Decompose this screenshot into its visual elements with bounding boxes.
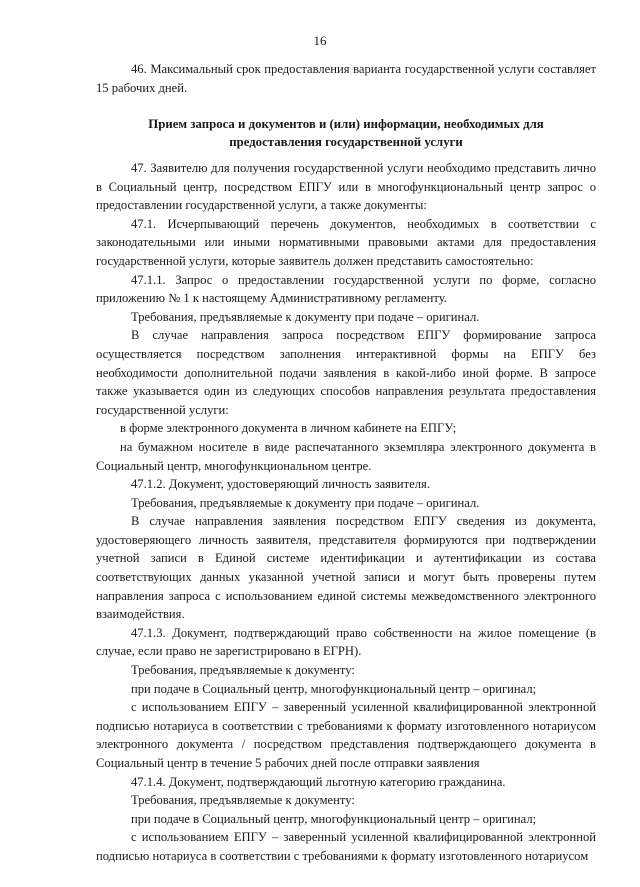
paragraph-requirement: Требования, предъявляемые к документу при подаче – оригинал. <box>131 495 480 510</box>
list-item-electronic: в форме электронного документа в личном кабинете на ЕПГУ; <box>120 421 457 436</box>
paragraph-47-1-3: 47.1.3. Документ, подтверждающий право собственности на жилое помещение (в случае, если право не зарегистрировано в ЕГРН). <box>96 625 596 659</box>
paragraph-47-1-1: 47.1.1. Запрос о предоставлении государственной услуги по форме, согласно приложению № 1 к настоящему Административному регламенту. <box>96 272 596 306</box>
paragraph-requirement: Требования, предъявляемые к документу при подаче – оригинал. <box>131 309 480 324</box>
paragraph-47-1-4: 47.1.4. Документ, подтверждающий льготную категорию гражданина. <box>131 774 506 789</box>
paragraph-requirement: Требования, предъявляемые к документу: <box>131 663 355 678</box>
list-item-epgu: с использованием ЕПГУ – заверенный усиленной квалифицированной электронной подписью нотариуса в соответствии с требованиями к формату изготовленного нотариусом электронного документа / посредством представления подтверждающего документа в Социальный центр в течение 5 рабочих дней после отправки заявления <box>96 700 596 770</box>
list-item-paper: на бумажном носителе в виде распечатанного экземпляра электронного документа в Социальный центр, многофункциональном центре. <box>96 439 596 473</box>
paragraph-requirement: Требования, предъявляемые к документу: <box>131 793 355 808</box>
paragraph-epgu-request: В случае направления запроса посредством ЕПГУ формирование запроса осуществляется посредством заполнения интерактивной формы на ЕПГУ без необходимости дополнительной подачи заявления в какой-либо иной форме. В запросе также указывается один из следующих способов направления результата предоставления государственной услуги: <box>96 328 596 417</box>
paragraph-47-1-2: 47.1.2. Документ, удостоверяющий личность заявителя. <box>131 477 430 492</box>
paragraph-epgu-identity: В случае направления заявления посредством ЕПГУ сведения из документа, удостоверяющего личность заявителя, представителя формируются при подтверждении учетной записи в Единой системе идентификации и аутентификации из состава соответствующих данных указанной учетной записи и могут быть проверены путем направления запроса с использованием единой системы межведомственного электронного взаимодействия. <box>96 514 596 622</box>
paragraph-47: 47. Заявителю для получения государственной услуги необходимо представить лично в Социальный центр, посредством ЕПГУ или в многофункциональный центр запрос о предоставлении государственной услуги, а также документы: <box>96 161 596 213</box>
list-item-in-person: при подаче в Социальный центр, многофункциональный центр – оригинал; <box>131 811 537 826</box>
paragraph-47-1: 47.1. Исчерпывающий перечень документов, необходимых в соответствии с законодательными или иными нормативными правовыми актами для предоставления государственной услуги, которые заявитель должен представить самостоятельно: <box>96 216 596 268</box>
section-heading: Прием запроса и документов и (или) информации, необходимых для предоставления государственной услуги <box>148 117 544 149</box>
paragraph-46: 46. Максимальный срок предоставления варианта государственной услуги составляет 15 рабочих дней. <box>96 62 596 95</box>
list-item-in-person: при подаче в Социальный центр, многофункциональный центр – оригинал; <box>131 681 537 696</box>
section-paragraphs <box>96 159 596 866</box>
list-item-epgu: с использованием ЕПГУ – заверенный усиленной квалифицированной электронной подписью нотариуса в соответствии с требованиями к формату изготовленного нотариусом <box>96 830 596 863</box>
page-number: 16 <box>313 33 327 48</box>
